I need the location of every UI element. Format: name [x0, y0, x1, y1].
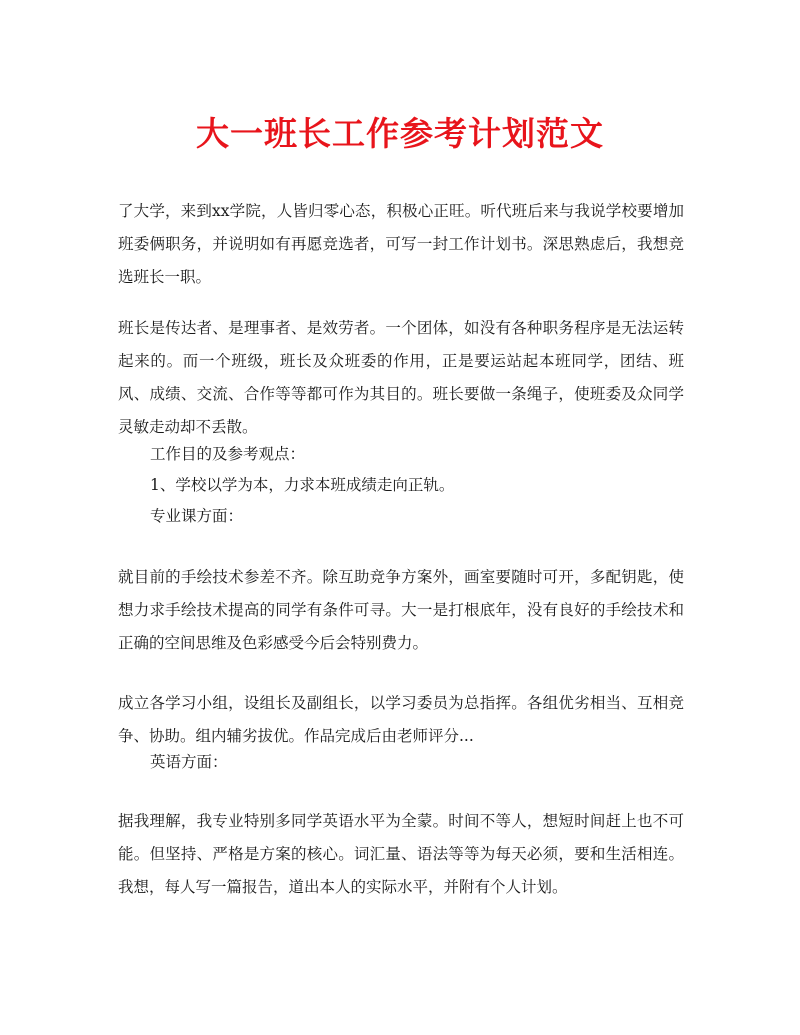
heading-english: 英语方面：	[150, 753, 228, 771]
paragraph-study-groups: 成立各学习小组，设组长及副组长，以学习委员为总指挥。各组优劣相当、互相竞争、协助。组内辅劣拔优。作品完成后由老师评分...	[118, 694, 684, 745]
heading-work-goals: 工作目的及参考观点：	[150, 445, 306, 463]
item-study-first: 1、学校以学为本，力求本班成绩走向正轨。	[150, 476, 455, 494]
paragraph-intro: 了大学，来到xx学院，人皆归零心态，积极心正旺。听代班后来与我说学校要增加班委俩职务，并说明如有再愿竞选者，可写一封工作计划书。深思熟虑后，我想竞选班长一职。	[118, 202, 684, 286]
paragraph-drawing-skills: 就目前的手绘技术参差不齐。除互助竞争方案外，画室要随时可开，多配钥匙，使想力求手绘技术提高的同学有条件可寻。大一是打根底年，没有良好的手绘技术和正确的空间思维及色彩感受今后会特别费力。	[118, 568, 684, 652]
heading-major-courses: 专业课方面：	[150, 507, 244, 525]
document-title: 大一班长工作参考计划范文	[196, 114, 604, 153]
paragraph-english-plan: 据我理解，我专业特别多同学英语水平为全蒙。时间不等人，想短时间赶上也不可能。但坚持、严格是方案的核心。词汇量、语法等等为每天必须，要和生活相连。我想，每人写一篇报告，道出本人的实际水平，并附有个人计划。	[118, 812, 684, 896]
paragraph-monitor-role: 班长是传达者、是理事者、是效劳者。一个团体，如没有各种职务程序是无法运转起来的。而一个班级，班长及众班委的作用，正是要运站起本班同学，团结、班风、成绩、交流、合作等等都可作为其目的。班长要做一条绳子，使班委及众同学灵敏走动却不丢散。	[118, 319, 684, 436]
